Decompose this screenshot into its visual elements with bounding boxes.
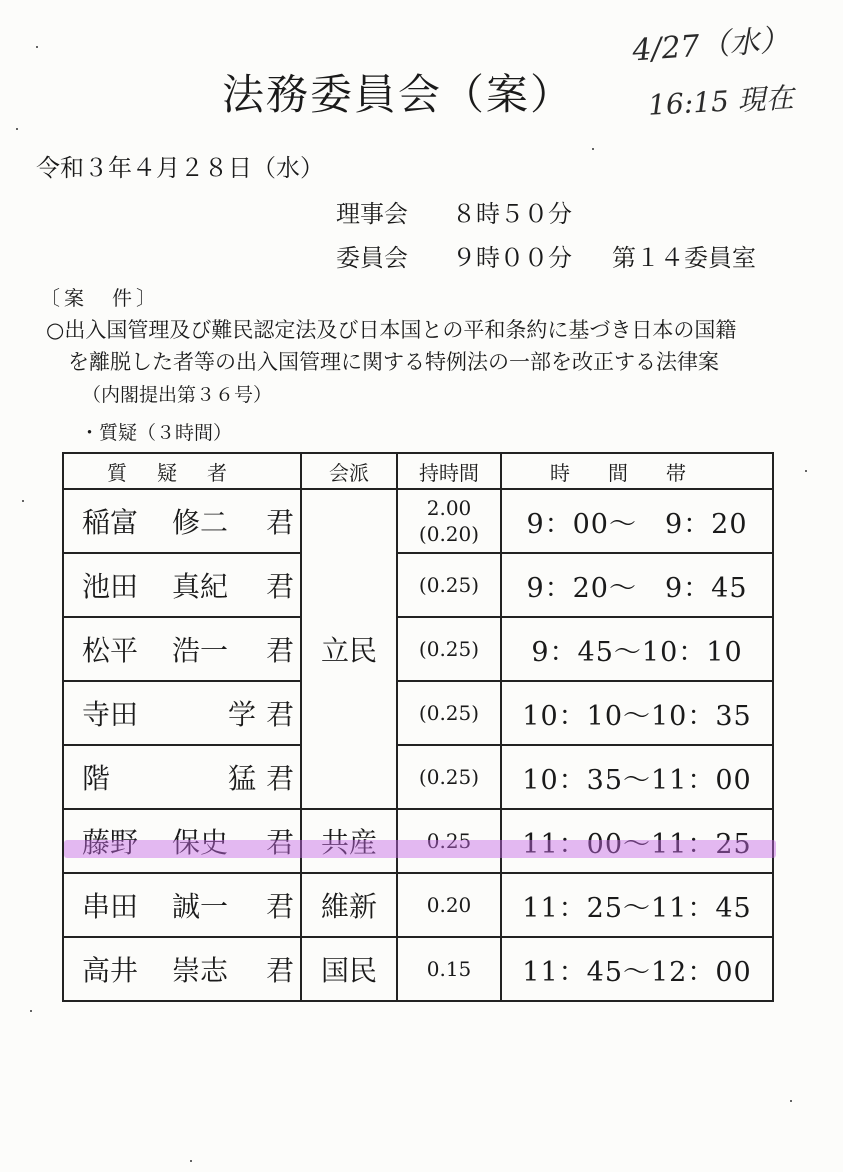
scan-speck bbox=[22, 500, 24, 502]
scan-speck bbox=[190, 1160, 192, 1162]
table-row bbox=[63, 489, 773, 553]
allotted-time: 2.00 bbox=[426, 496, 472, 520]
iinkai-time: ９時００分 bbox=[452, 244, 572, 272]
time-slot: 10：35〜11：00 bbox=[501, 745, 773, 809]
questioner-last-name: 串田 bbox=[82, 890, 139, 923]
honorific: 君 bbox=[266, 506, 295, 539]
handwritten-time-note: 16:15 現在 bbox=[647, 81, 795, 122]
party-cell: 維新 bbox=[301, 873, 397, 937]
questioner-name bbox=[63, 937, 301, 1001]
questioner-first-name: 真紀 bbox=[172, 570, 229, 603]
time-slot: 9：20〜 9：45 bbox=[501, 553, 773, 617]
allotted-time: 0.20 bbox=[397, 873, 501, 937]
time-slot: 10：10〜10：35 bbox=[501, 681, 773, 745]
allotted-time: 0.25 bbox=[397, 809, 501, 873]
questioner-name bbox=[63, 745, 301, 809]
time-slot: 11：25〜11：45 bbox=[501, 873, 773, 937]
meeting-date: 令和３年４月２８日（水） bbox=[36, 154, 324, 182]
iinkai-room: 第１４委員室 bbox=[612, 244, 756, 272]
questioner-first-name: 猛 bbox=[227, 762, 256, 795]
scan-speck bbox=[36, 46, 38, 48]
iinkai-label: 委員会 bbox=[336, 244, 408, 272]
honorific: 君 bbox=[266, 954, 295, 987]
table-row bbox=[63, 937, 773, 1001]
bill-title-line-1: ○出入国管理及び難民認定法及び日本国との平和条約に基づき日本の国籍 bbox=[46, 318, 737, 342]
honorific: 君 bbox=[266, 826, 295, 859]
scan-speck bbox=[30, 1010, 32, 1012]
questioner-first-name: 浩一 bbox=[172, 634, 229, 667]
allotted-time: (0.25) bbox=[397, 617, 501, 681]
header-party: 会派 bbox=[301, 453, 397, 489]
table-row bbox=[63, 873, 773, 937]
questioner-schedule-table bbox=[62, 452, 774, 1002]
party-cell: 国民 bbox=[301, 937, 397, 1001]
questioner-first-name: 誠一 bbox=[172, 890, 229, 923]
allotted-time: (0.25) bbox=[397, 745, 501, 809]
scan-speck bbox=[805, 470, 807, 472]
questioner-last-name: 池田 bbox=[82, 570, 139, 603]
questioner-last-name: 高井 bbox=[82, 954, 139, 987]
questioner-name bbox=[63, 873, 301, 937]
allotted-time: 0.15 bbox=[397, 937, 501, 1001]
honorific: 君 bbox=[266, 634, 295, 667]
allotted-time-cell bbox=[397, 489, 501, 553]
questioner-name bbox=[63, 617, 301, 681]
time-slot: 9：45〜10：10 bbox=[501, 617, 773, 681]
questioner-last-name: 稲富 bbox=[82, 506, 139, 539]
questioner-first-name: 崇志 bbox=[172, 954, 229, 987]
party-cell: 共産 bbox=[301, 809, 397, 873]
header-questioner: 質疑者 bbox=[63, 453, 301, 489]
scan-speck bbox=[790, 1100, 792, 1102]
honorific: 君 bbox=[266, 762, 295, 795]
bill-number: （内閣提出第３６号） bbox=[82, 384, 273, 406]
time-slot: 11：45〜12：00 bbox=[501, 937, 773, 1001]
time-slot: 9：00〜 9：20 bbox=[501, 489, 773, 553]
highlighter-mark bbox=[64, 840, 776, 858]
scan-speck bbox=[16, 128, 18, 130]
honorific: 君 bbox=[266, 570, 295, 603]
questioner-first-name: 修二 bbox=[172, 506, 229, 539]
header-time-slot: 時間帯 bbox=[501, 453, 773, 489]
questioner-first-name: 保史 bbox=[172, 826, 229, 859]
honorific: 君 bbox=[266, 698, 295, 731]
handwritten-date-note: 4/27（水） bbox=[631, 22, 791, 69]
table-header-row bbox=[63, 453, 773, 489]
document-title: 法務委員会（案） bbox=[222, 70, 575, 119]
rijikai-label: 理事会 bbox=[336, 200, 408, 228]
header-allotted-time: 持時間 bbox=[397, 453, 501, 489]
agenda-heading: 〔案 件〕 bbox=[40, 286, 160, 310]
party-cell: 立民 bbox=[301, 489, 397, 809]
questioner-name bbox=[63, 489, 301, 553]
questioner-last-name: 松平 bbox=[82, 634, 139, 667]
honorific: 君 bbox=[266, 890, 295, 923]
table-row bbox=[63, 681, 773, 745]
table-row bbox=[63, 553, 773, 617]
questioner-name bbox=[63, 553, 301, 617]
questioner-last-name: 階 bbox=[82, 762, 111, 795]
questioner-name bbox=[63, 681, 301, 745]
allotted-time: (0.25) bbox=[397, 681, 501, 745]
scan-speck bbox=[592, 148, 594, 150]
time-slot: 11：00〜11：25 bbox=[501, 809, 773, 873]
table-row bbox=[63, 745, 773, 809]
table-row bbox=[63, 617, 773, 681]
questioner-last-name: 寺田 bbox=[82, 698, 139, 731]
allotted-time: (0.25) bbox=[397, 553, 501, 617]
allotted-time-sub: (0.20) bbox=[418, 522, 480, 546]
questioner-first-name: 学 bbox=[227, 698, 256, 731]
qa-session-label: ・質疑（３時間） bbox=[80, 422, 233, 444]
bill-title-line-2: を離脱した者等の出入国管理に関する特例法の一部を改正する法律案 bbox=[68, 350, 719, 374]
questioner-last-name: 藤野 bbox=[82, 826, 139, 859]
rijikai-time: ８時５０分 bbox=[452, 200, 572, 228]
